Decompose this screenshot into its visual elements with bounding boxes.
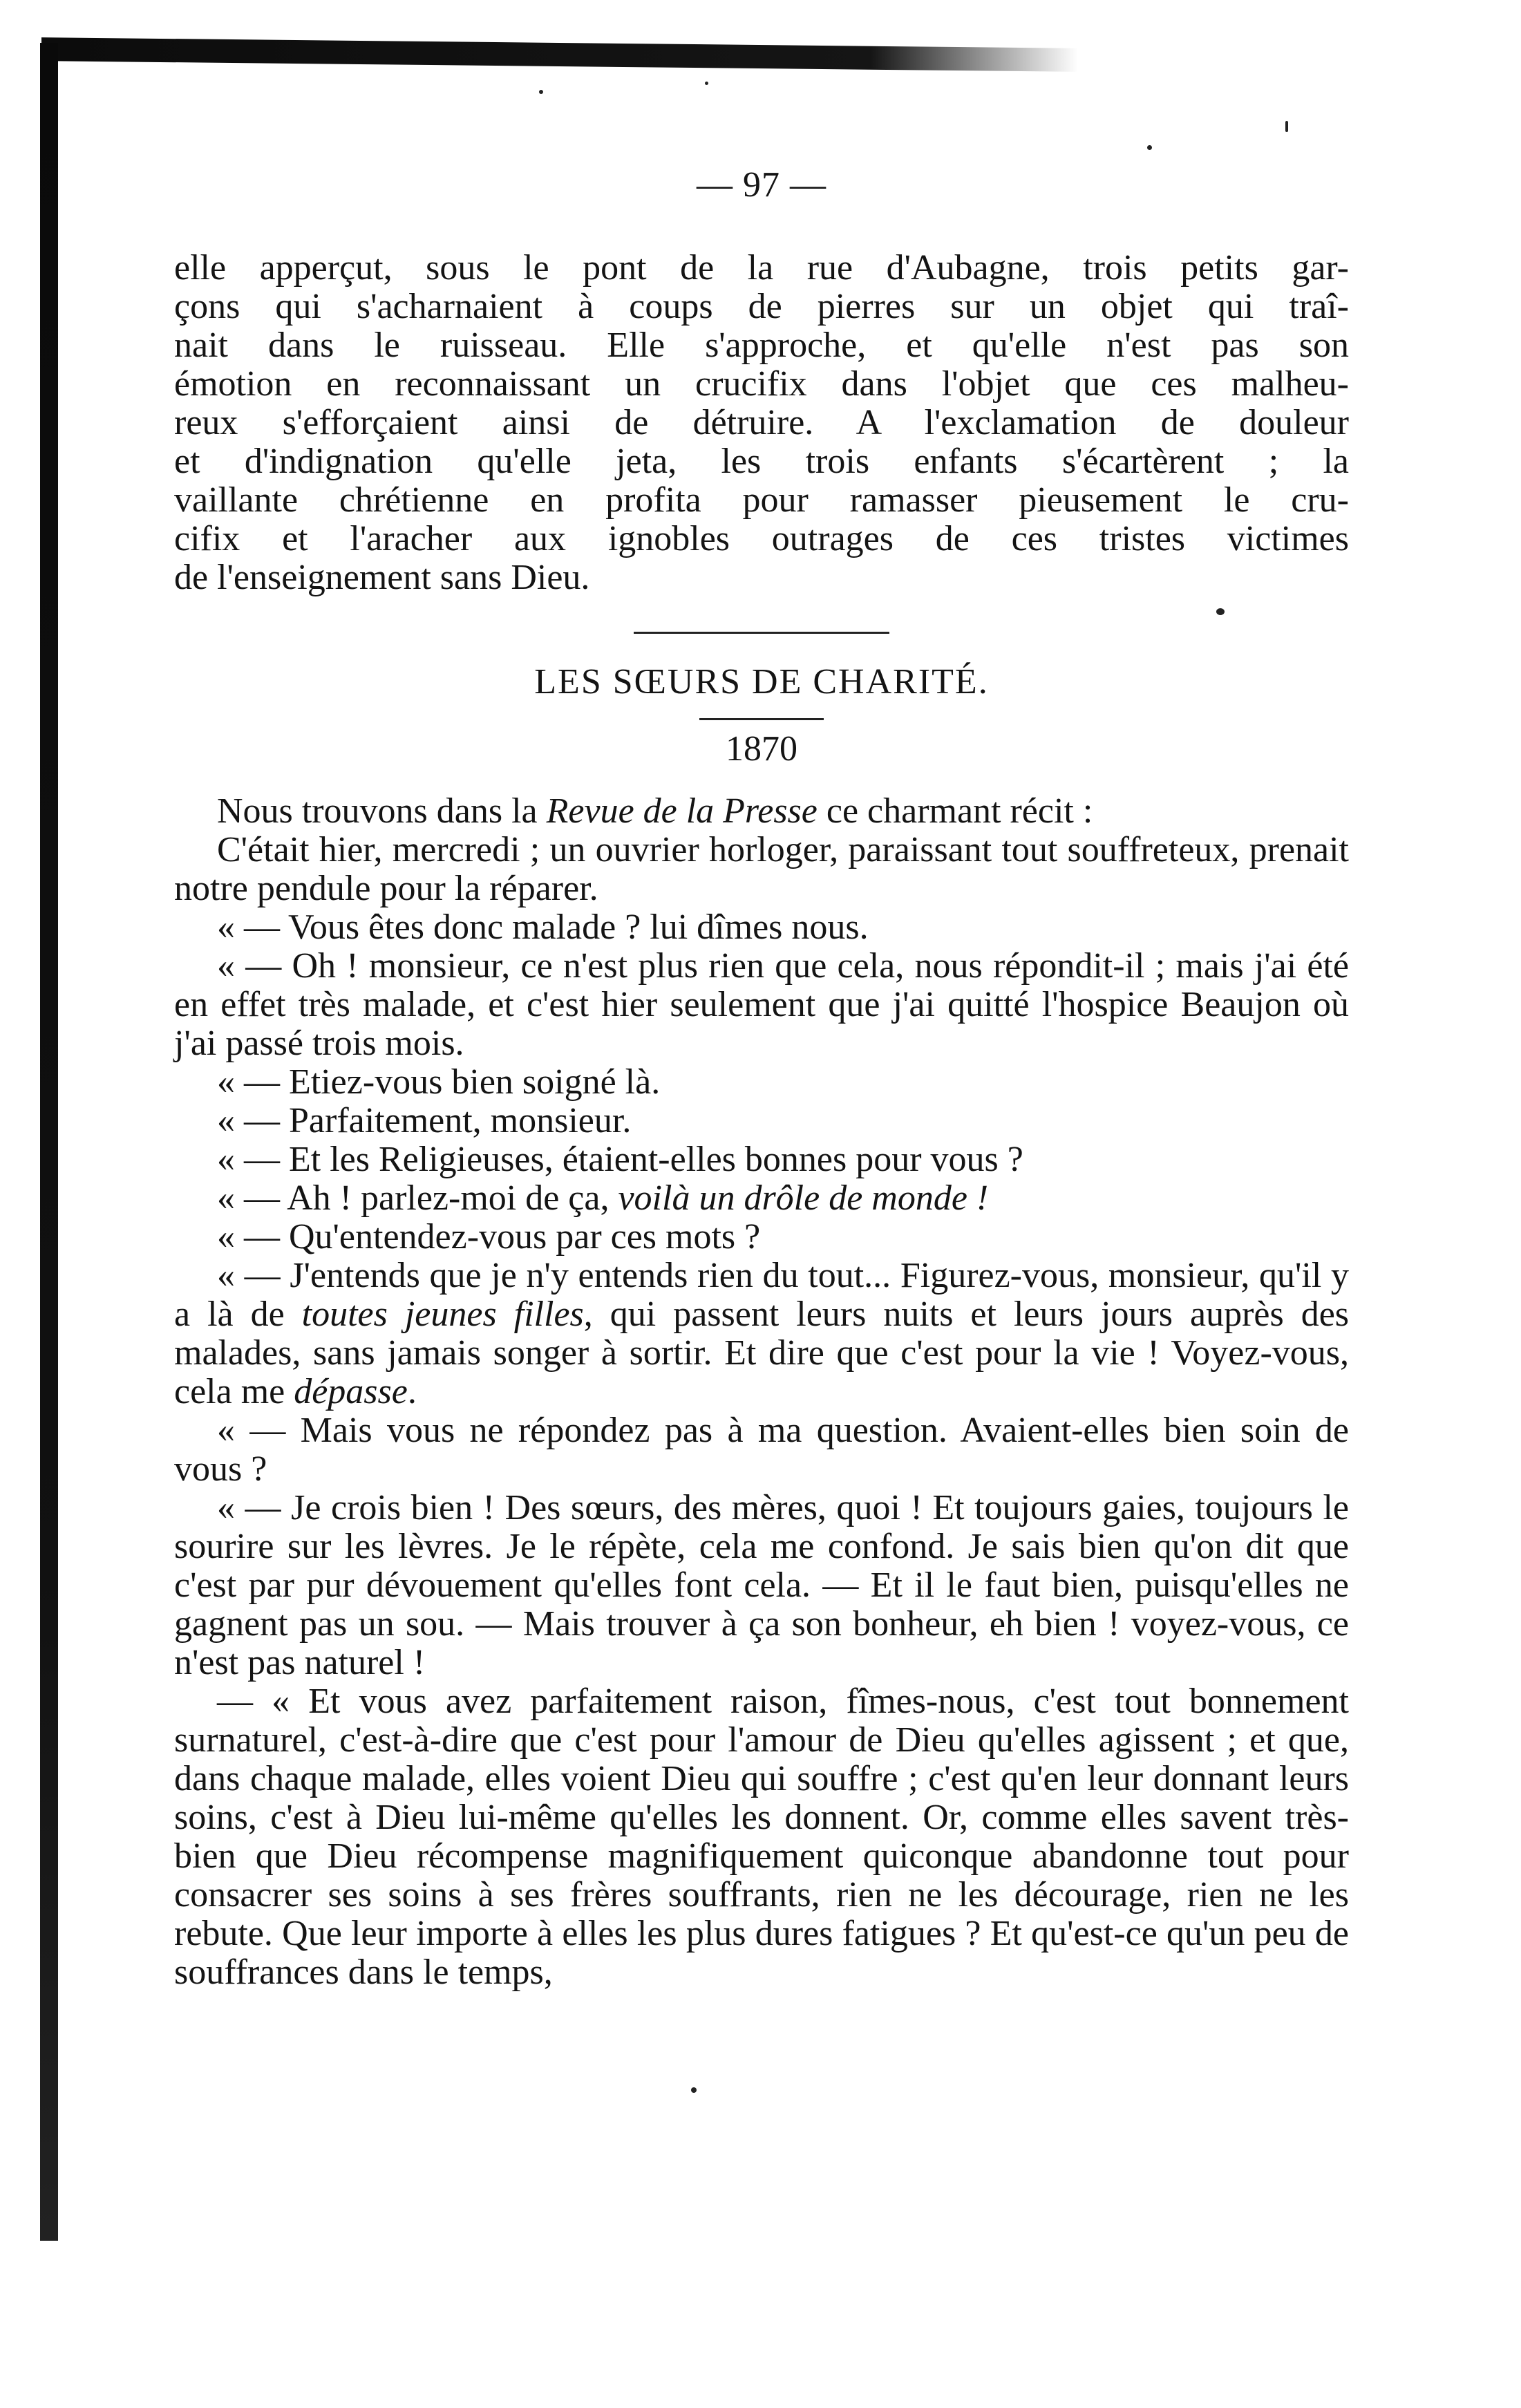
opening-line: çons qui s'acharnaient à coups de pierres sur un objet qui traî- — [174, 287, 1349, 326]
opening-line: émotion en reconnaissant un crucifix dans l'objet que ces malheu- — [174, 364, 1349, 404]
body-paragraph: C'était hier, mercredi ; un ouvrier horloger, paraissant tout souffreteux, prenait notre pendule pour la réparer. — [174, 830, 1349, 908]
scan-binding-shadow-left — [40, 43, 58, 2241]
section-divider — [634, 632, 889, 634]
opening-line: elle apperçut, sous le pont de la rue d'Aubagne, trois petits gar- — [174, 248, 1349, 288]
opening-line: de l'enseignement sans Dieu. — [174, 558, 590, 597]
body-paragraph: « — Etiez-vous bien soigné là. — [217, 1062, 661, 1102]
scan-speck — [1147, 145, 1152, 150]
section-year: 1870 — [726, 729, 797, 769]
scan-speck — [1285, 121, 1288, 132]
body-paragraph: « — Vous êtes donc malade ? lui dîmes nous. — [217, 907, 869, 947]
body-paragraph: — « Et vous avez parfaitement raison, fîmes-nous, c'est tout bonnement surnaturel, c'est-à-dire que c'est pour l'amour de Dieu qu'elles agissent ; et que, dans chaque malade, elles voient Dieu qui souffre ; c'est qu'en leur donnant leurs soins, c'est à Dieu lui-même qu'elles les donnent. Or, comme elles savent très-bien que Dieu récompense magnifiquement quiconque abandonne tout pour consacrer ses soins à ses frères souffrants, rien ne les décourage, rien ne les rebute. Que leur importe à elles les plus dures fatigues ? Et qu'est-ce qu'un peu de souffrances dans le temps, — [174, 1682, 1349, 1992]
opening-line: cifix et l'aracher aux ignobles outrages de ces tristes victimes — [174, 519, 1349, 558]
italic-phrase: voilà un drôle de monde ! — [618, 1178, 989, 1218]
body-paragraph: « — Oh ! monsieur, ce n'est plus rien que cela, nous répondit-il ; mais j'ai été en effet très malade, et c'est hier seulement que j'ai quitté l'hospice Beaujon où j'ai passé trois mois. — [174, 946, 1349, 1063]
body-paragraph: « — Et les Religieuses, étaient-elles bonnes pour vous ? — [217, 1140, 1023, 1179]
italic-phrase: toutes jeunes filles — [301, 1295, 584, 1334]
body-paragraph: « — Ah ! parlez-moi de ça, voilà un drôle de monde ! — [217, 1178, 989, 1218]
scan-binding-shadow-top — [41, 37, 1078, 72]
body-paragraph: « — J'entends que je n'y entends rien du tout... Figurez-vous, monsieur, qu'il y a là de toutes jeunes filles, qui passent leurs nuits et leurs jours auprès des malades, sans jamais songer à sortir. Et dire que c'est pour la vie ! Voyez-vous, cela me dépasse. — [174, 1256, 1350, 1411]
opening-line: reux s'efforçaient ainsi de détruire. A l'exclamation de douleur — [174, 403, 1349, 442]
section-title: LES SŒURS DE CHARITÉ. — [534, 662, 989, 702]
scan-speck — [539, 90, 543, 94]
italic-phrase: Revue de la Presse — [546, 791, 818, 831]
scan-speck — [691, 2087, 697, 2093]
body-paragraph: « — Qu'entendez-vous par ces mots ? — [217, 1217, 761, 1257]
opening-paragraph — [174, 249, 1349, 597]
opening-line: nait dans le ruisseau. Elle s'approche, et qu'elle n'est pas son — [174, 326, 1349, 365]
scan-speck — [705, 82, 708, 85]
opening-line: vaillante chrétienne en profita pour ramasser pieusement le cru- — [174, 480, 1349, 520]
page-number: — 97 — — [697, 165, 826, 205]
body-paragraph: « — Mais vous ne répondez pas à ma question. Avaient-elles bien soin de vous ? — [174, 1411, 1349, 1489]
body-paragraph: « — Je crois bien ! Des sœurs, des mères, quoi ! Et toujours gaies, toujours le sourire sur les lèvres. Je le répète, cela me confond. Je sais bien qu'on dit que c'est par pur dévouement qu'elles font cela. — Et il le faut bien, puisqu'elles ne gagnent pas un sou. — Mais trouver à ça son bonheur, eh bien ! voyez-vous, ce n'est pas naturel ! — [174, 1488, 1349, 1682]
title-underline — [699, 718, 824, 720]
body-paragraph: Nous trouvons dans la Revue de la Presse ce charmant récit : — [217, 791, 1093, 831]
body-paragraph: « — Parfaitement, monsieur. — [217, 1101, 632, 1140]
opening-line: et d'indignation qu'elle jeta, les trois enfants s'écartèrent ; la — [174, 442, 1349, 481]
italic-phrase: dépasse — [294, 1372, 408, 1411]
article-body — [174, 792, 1349, 1992]
document-page — [174, 166, 1349, 1992]
